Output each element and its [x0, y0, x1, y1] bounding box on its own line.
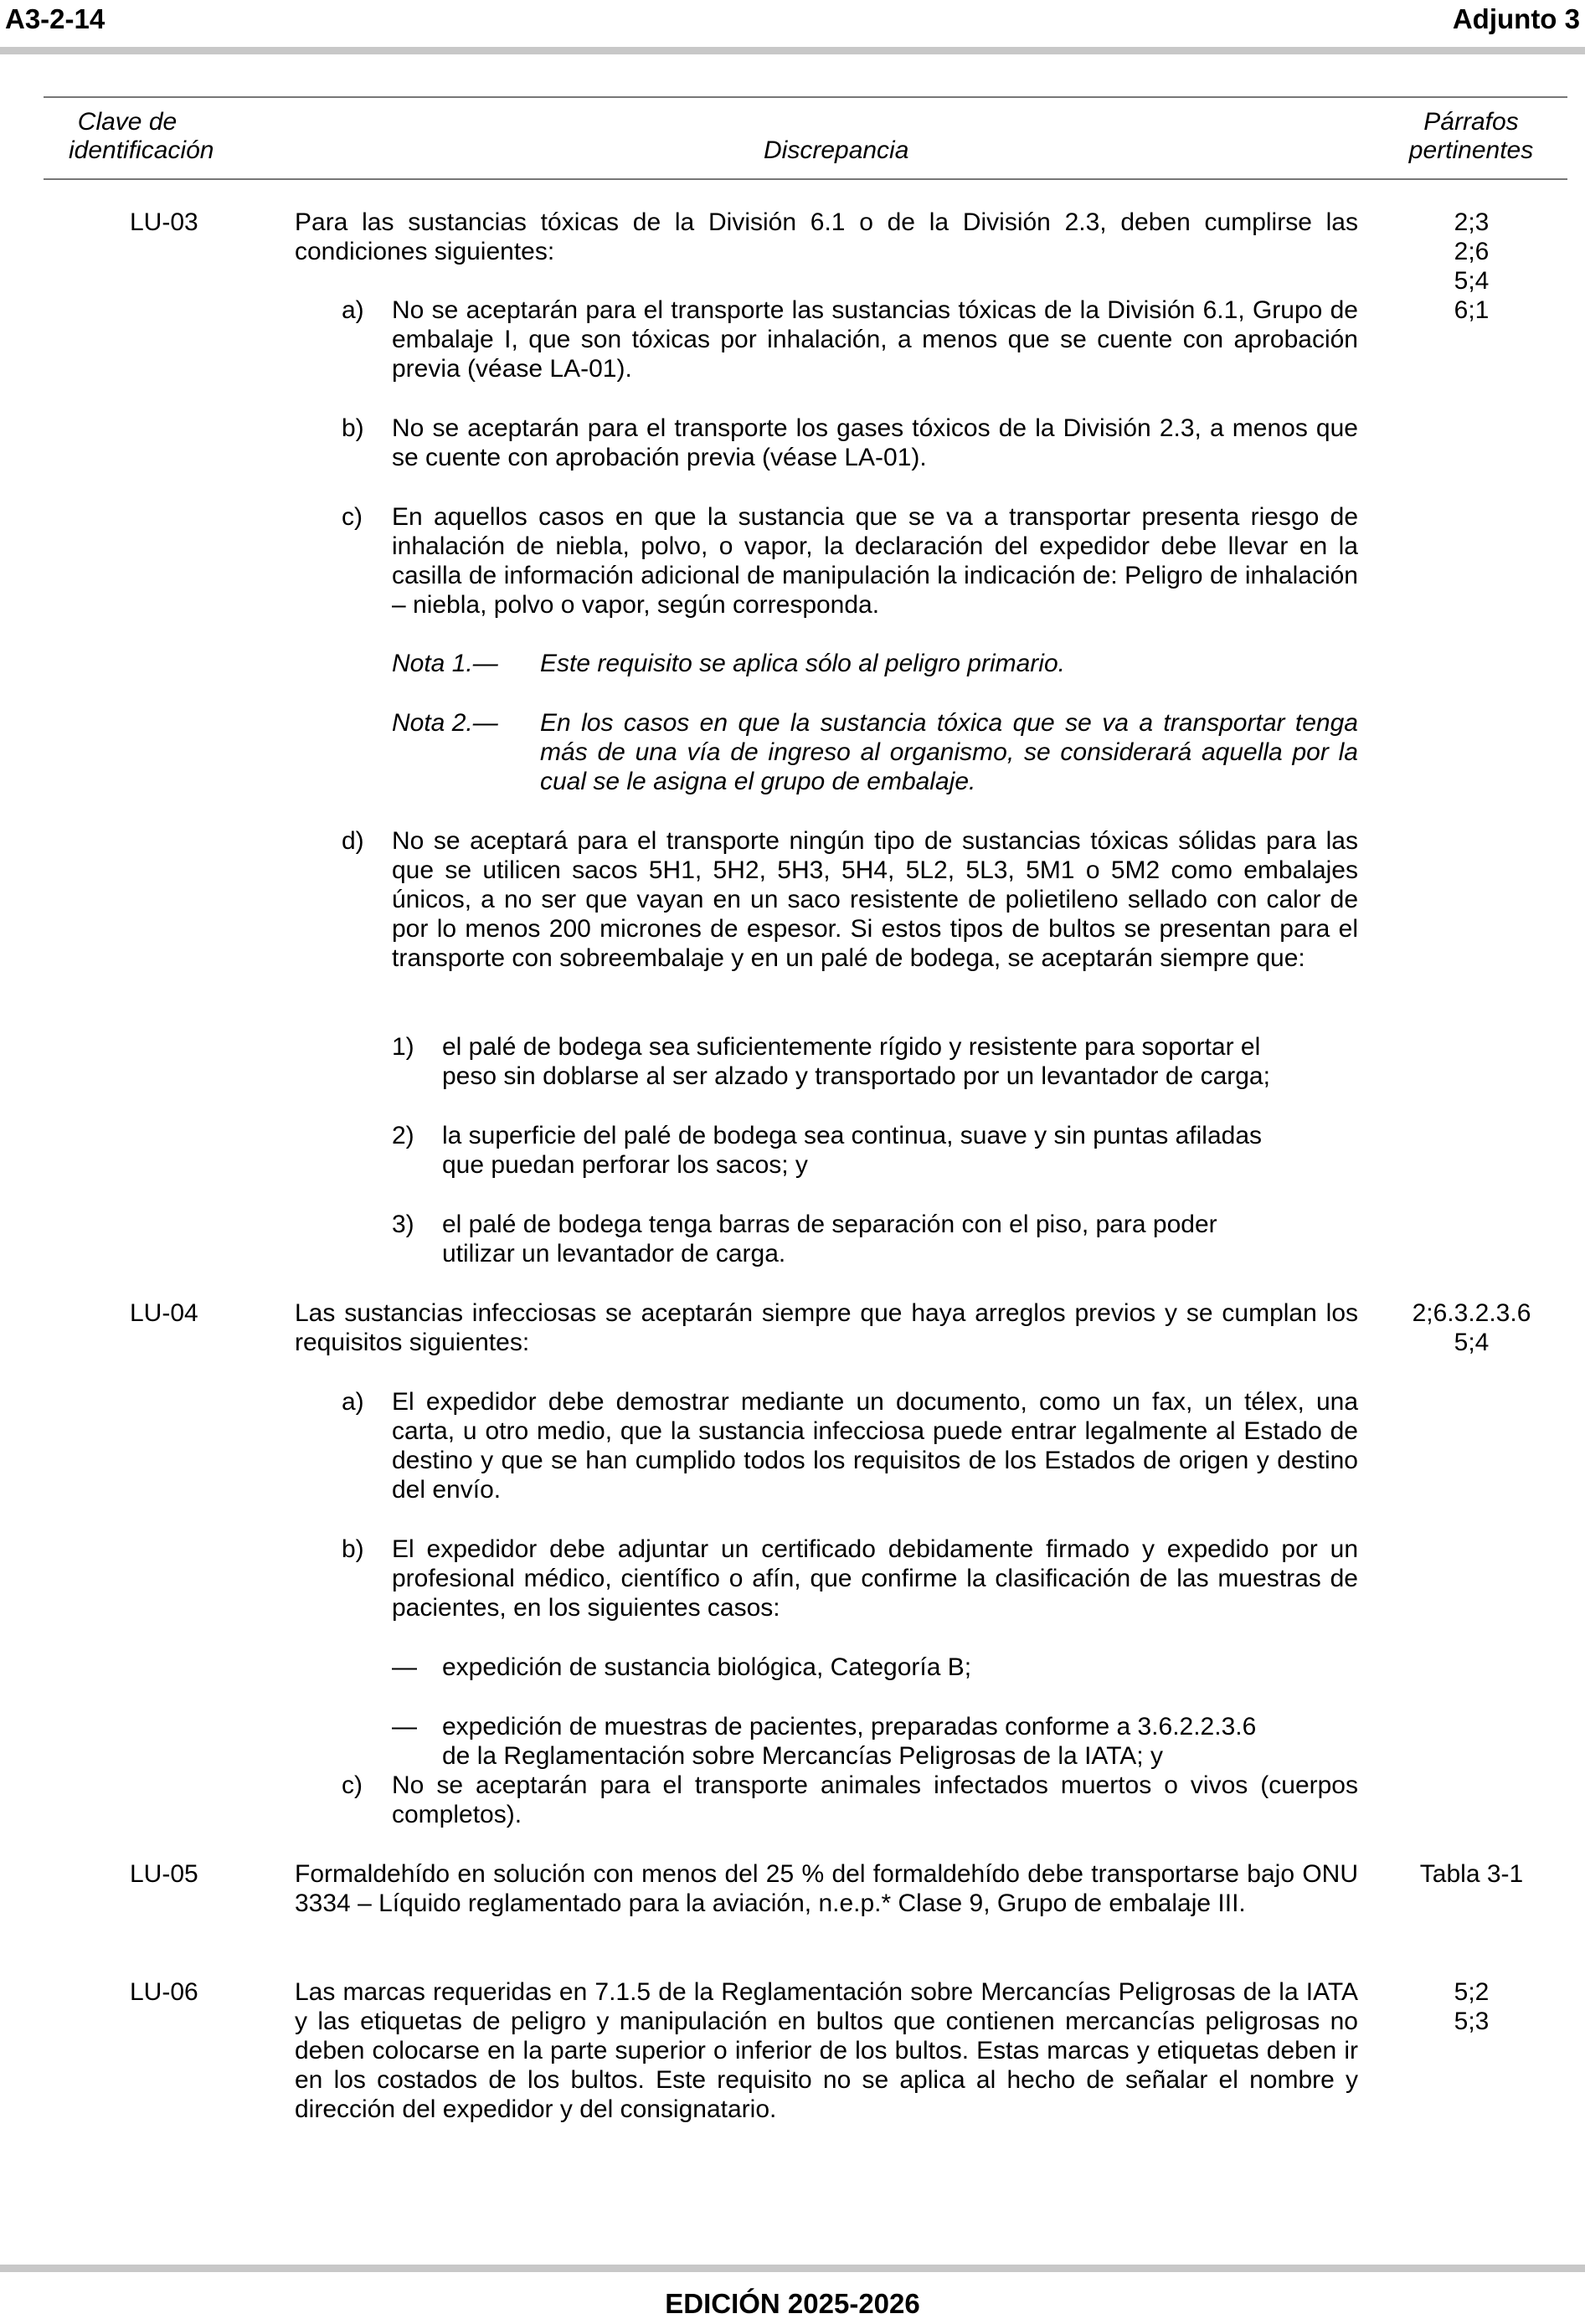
- header-rule: [0, 47, 1585, 54]
- item-text: En aquellos casos en que la sustancia que se va a transportar presenta riesgo de inhalación de niebla, polvo, o vapor, la declaración del expedidor debe llevar en la casilla de información adicional de manipulación la indicación de: Peligro de inhalación – niebla, polvo o vapor, según corresponda.: [392, 503, 1358, 619]
- subitem-line: el palé de bodega sea suficientemente rígido y resistente para soportar el: [442, 1033, 1261, 1061]
- dash-label: —: [392, 1713, 417, 1740]
- subitem-label: 1): [392, 1033, 414, 1061]
- item-text: No se aceptarán para el transporte animales infectados muertos o vivos (cuerpos completos).: [392, 1771, 1358, 1828]
- note-text: En los casos en que la sustancia tóxica que se va a transportar tenga más de una vía de ingreso al organismo, se considerará aquella por la cual se le asigna el grupo de embalaje.: [540, 709, 1358, 795]
- item-text: No se aceptará para el transporte ningún tipo de sustancias tóxicas sólidas para las que se utilicen sacos 5H1, 5H2, 5H3, 5H4, 5L2, 5L3, 5M1 o 5M2 como embalajes únicos, a no ser que vayan en un saco resistente de polietileno sellado con calor de por lo menos 200 micrones de espesor. Si estos tipos de bultos se presentan para el transporte con sobreembalaje y en un palé de bodega, se aceptarán siempre que:: [392, 827, 1358, 972]
- row-key: LU-04: [130, 1299, 198, 1327]
- subitem-line: que puedan perforar los sacos; y: [442, 1151, 808, 1179]
- table-header: [44, 96, 1567, 180]
- row-intro: Las marcas requeridas en 7.1.5 de la Reglamentación sobre Mercancías Peligrosas de la IATA y las etiquetas de peligro y manipulación en bultos que contienen mercancías peligrosas no deben colocarse en la parte superior o inferior de los bultos. Estas marcas y etiquetas deben ir en los costados de los bultos. Este requisito no se aplica al hecho de señalar el nombre y dirección del expedidor y del consignatario.: [295, 1978, 1358, 2123]
- row-refs: 2;3 2;6 5;4 6;1: [1454, 208, 1490, 324]
- column-header-paragraphs: Párrafos pertinentes: [1408, 108, 1534, 164]
- item-label: b): [342, 414, 364, 442]
- edition-footer: EDICIÓN 2025-2026: [665, 2288, 920, 2319]
- subitem-label: 2): [392, 1122, 414, 1149]
- footer-rule: [0, 2265, 1585, 2272]
- subitem-line: el palé de bodega tenga barras de separación con el piso, para poder: [442, 1211, 1217, 1238]
- item-label: a): [342, 296, 364, 324]
- dash-label: —: [392, 1653, 417, 1681]
- item-label: a): [342, 1388, 364, 1416]
- column-header-key: Clave de identificación: [69, 108, 214, 164]
- row-refs: Tabla 3-1: [1419, 1860, 1524, 1888]
- item-text: El expedidor debe demostrar mediante un documento, como un fax, un télex, una carta, u otro medio, que la sustancia infecciosa puede entrar legalmente al Estado de destino y que se han cumplido todos los requisitos de los Estados de origen y destino del envío.: [392, 1388, 1358, 1504]
- row-key: LU-06: [130, 1978, 198, 2006]
- column-header-discrepancy: Discrepancia: [764, 136, 909, 164]
- subitem-line: utilizar un levantador de carga.: [442, 1240, 786, 1267]
- note-label: Nota 2.—: [392, 709, 498, 737]
- row-refs: 2;6.3.2.3.6 5;4: [1412, 1299, 1531, 1356]
- item-label: d): [342, 827, 364, 855]
- item-label: c): [342, 1771, 363, 1799]
- item-label: b): [342, 1535, 364, 1563]
- row-key: LU-05: [130, 1860, 198, 1888]
- subitem-line: la superficie del palé de bodega sea continua, suave y sin puntas afiladas: [442, 1122, 1262, 1149]
- page-number: A3-2-14: [5, 3, 105, 34]
- item-text: No se aceptarán para el transporte las sustancias tóxicas de la División 6.1, Grupo de embalaje I, que son tóxicas por inhalación, a menos que se cuente con aprobación previa (véase LA-01).: [392, 296, 1358, 383]
- row-refs: 5;2 5;3: [1454, 1978, 1490, 2035]
- item-text: El expedidor debe adjuntar un certificado debidamente firmado y expedido por un profesional médico, científico o afín, que confirme la clasificación de las muestras de pacientes, en los siguientes casos:: [392, 1535, 1358, 1622]
- row-intro: Para las sustancias tóxicas de la División 6.1 o de la División 2.3, deben cumplirse las condiciones siguientes:: [295, 208, 1358, 265]
- attachment-label: Adjunto 3: [1452, 3, 1580, 34]
- item-label: c): [342, 503, 363, 531]
- note-text: Este requisito se aplica sólo al peligro primario.: [540, 650, 1065, 677]
- dash-line: expedición de sustancia biológica, Categoría B;: [442, 1653, 972, 1681]
- subitem-line: peso sin doblarse al ser alzado y transportado por un levantador de carga;: [442, 1062, 1270, 1090]
- dash-line: de la Reglamentación sobre Mercancías Peligrosas de la IATA; y: [442, 1742, 1163, 1770]
- subitem-label: 3): [392, 1211, 414, 1238]
- row-intro: Las sustancias infecciosas se aceptarán siempre que haya arreglos previos y se cumplan los requisitos siguientes:: [295, 1299, 1358, 1356]
- dash-line: expedición de muestras de pacientes, preparadas conforme a 3.6.2.2.3.6: [442, 1713, 1257, 1740]
- row-intro: Formaldehído en solución con menos del 25 % del formaldehído debe transportarse bajo ONU 3334 – Líquido reglamentado para la aviación, n.e.p.* Clase 9, Grupo de embalaje III.: [295, 1860, 1358, 1917]
- note-label: Nota 1.—: [392, 650, 498, 677]
- item-text: No se aceptarán para el transporte los gases tóxicos de la División 2.3, a menos que se cuente con aprobación previa (véase LA-01).: [392, 414, 1358, 471]
- row-key: LU-03: [130, 208, 198, 236]
